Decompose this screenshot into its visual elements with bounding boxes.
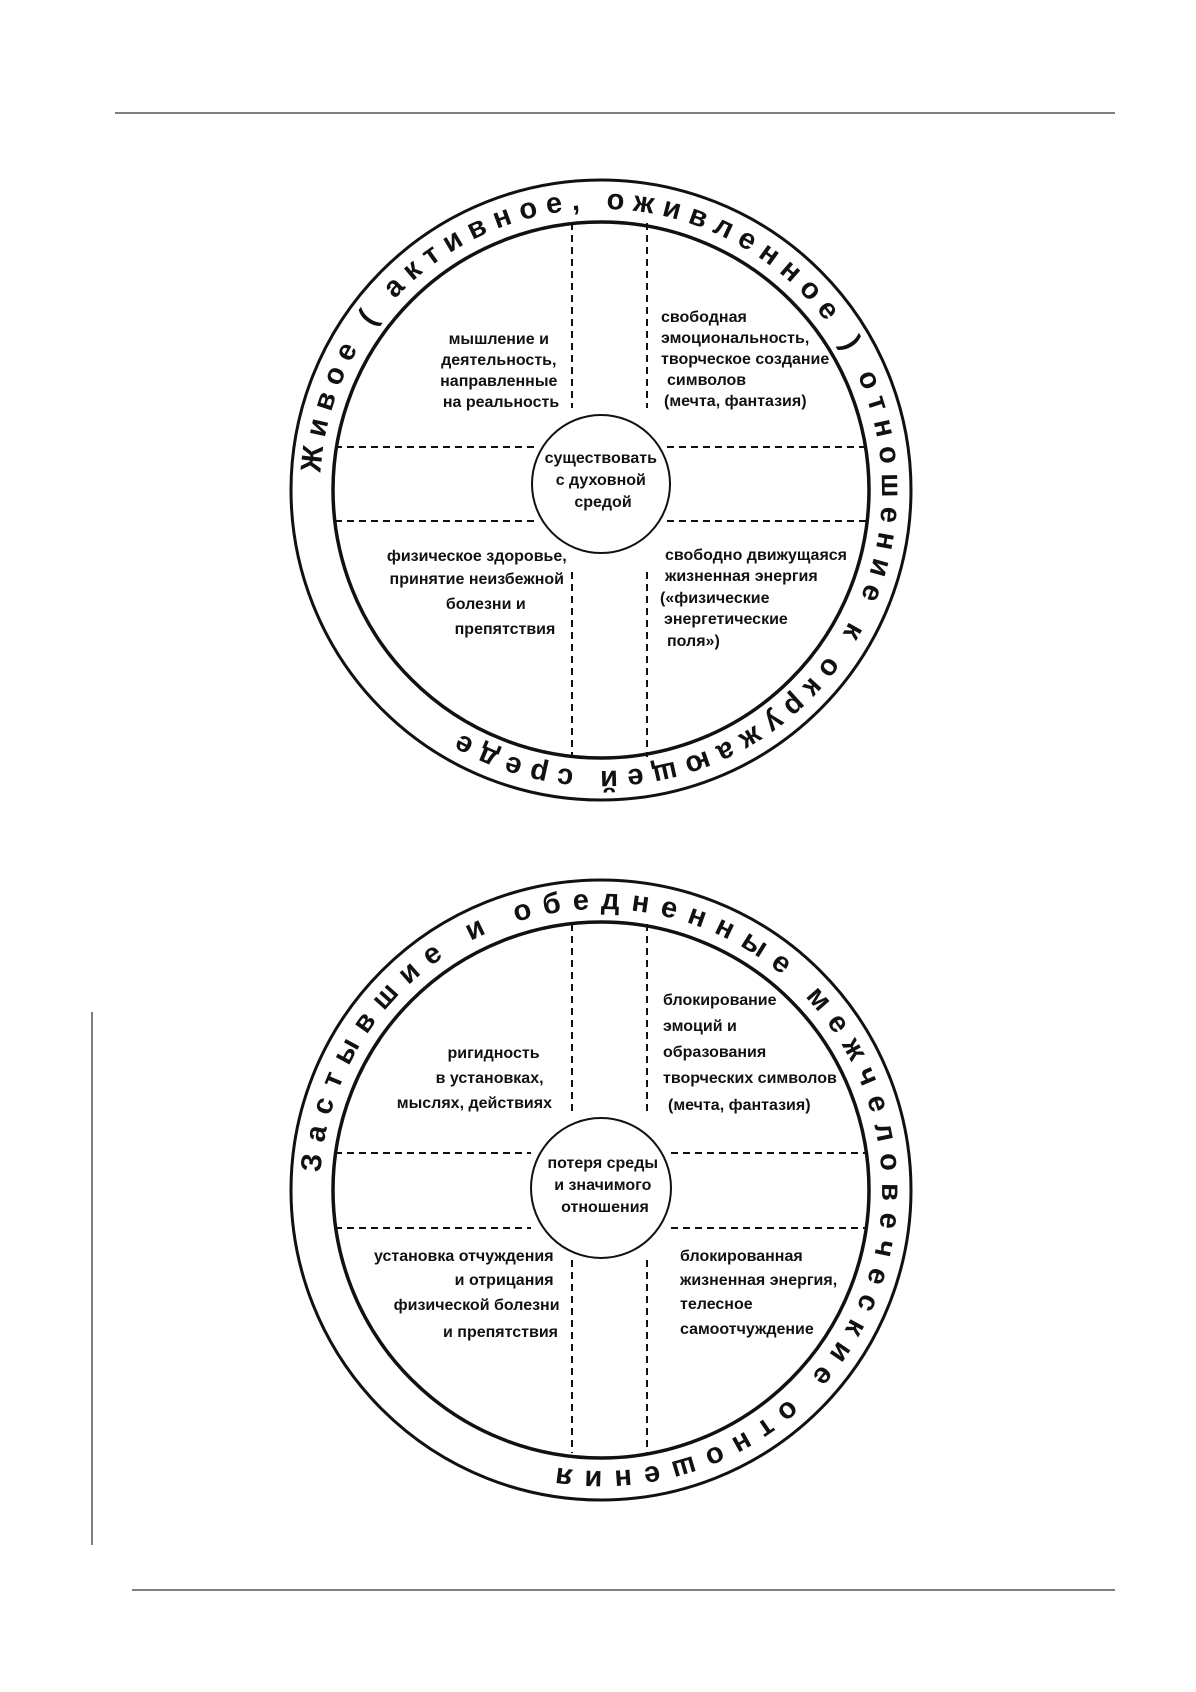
quadrant-top-right: свободная эмоциональность, творческое создание символов (мечта, фантазия)	[661, 309, 830, 410]
diagram-1	[291, 180, 911, 800]
center-text: существовать с духовной средой	[544, 450, 657, 511]
diagram-2	[291, 880, 911, 1500]
ring-text: Живое ( активное, оживленное ) отношение к окружающей среде	[295, 183, 908, 797]
quadrant-top-right: блокирование эмоций и образования творческих символов (мечта, фантазия)	[663, 992, 837, 1114]
ring-text: Застывшие и обедненные межчеловеческие отношения	[295, 883, 908, 1497]
quadrant-bottom-right: блокированная жизненная энергия, телесное самоотчуждение	[680, 1248, 838, 1338]
quadrant-bottom-right: свободно движущаяся жизненная энергия («физические энергетические поля»)	[660, 547, 848, 650]
center-text: потеря среды и значимого отношения	[547, 1155, 659, 1216]
quadrant-top-left: мышление и деятельность, направленные на реальность	[440, 331, 560, 411]
quadrant-bottom-left: физическое здоровье, принятие неизбежной болезни и препятствия	[386, 548, 567, 638]
quadrant-bottom-left: установка отчуждения и отрицания физической болезни и препятствия	[373, 1248, 560, 1341]
quadrant-top-left: ригидность в установках, мыслях, действиях	[396, 1045, 552, 1112]
